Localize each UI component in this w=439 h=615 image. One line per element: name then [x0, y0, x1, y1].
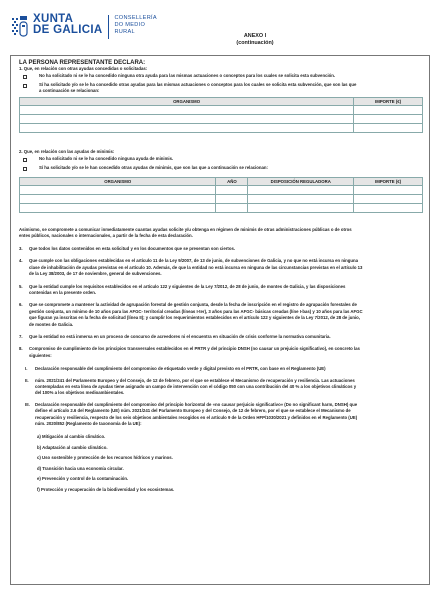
dept-line3: RURAL [114, 28, 135, 35]
galicia-emblem-icon [10, 14, 30, 40]
item-number: 7. [19, 334, 23, 339]
annex-subtitle: (continuación) [236, 40, 274, 46]
objective-item: b) Adaptación al cambio climático. [37, 444, 108, 450]
item-text-line: Que la entidad no está inmersa en un proceso de concurso de acreedores ni el encuentra en situación de crisis conforme la normativa comunitaria. [29, 334, 331, 339]
table-cell[interactable] [354, 115, 423, 124]
table-cell[interactable] [216, 186, 248, 195]
section-title: LA PERSONA REPRESENTANTE DECLARA: [19, 60, 146, 66]
q1-aid-table [19, 97, 423, 133]
sub-item-text-line: contempladas en esta línea de ayudas tiene asignado un campo de intervención con el código 050 con una contribución del 40 % a los objetivos climáticos y [35, 384, 357, 389]
table-cell[interactable] [20, 106, 354, 115]
document-header [10, 14, 430, 44]
table-row [20, 204, 423, 213]
q2-option1-checkbox[interactable] [23, 158, 27, 162]
item-text-line: clase de inhabilitación de ayudas previstas en el artículo 10. Además, de que la entidad no está incursa en ninguna de las circunstancias previstas en el artículo 13 [29, 264, 363, 270]
table-header-organismo: ORGANISMO [20, 178, 216, 186]
item-number: 4. [19, 258, 23, 264]
table-cell[interactable] [20, 124, 354, 133]
q2-label: 2. Que, en relación con las ayudas de minimis: [19, 149, 115, 154]
department-name [114, 15, 156, 35]
xunta-wordmark [33, 14, 102, 36]
logo-divider [108, 15, 109, 39]
q1-option2-text-a: Sí ha solicitado y/o se le ha concedido otras ayudas para las mismas actuaciones o conceptos para los cuales se solicita esta subvención, que son las que [39, 82, 357, 87]
table-header-ano: AÑO [216, 178, 248, 186]
q1-option2-text-b: a continuación se relacionan: [39, 88, 100, 93]
sub-item-text-line: define el artículo 2.6 del Reglamento (UE) núm. 2021/241 del Parlamento Europeo y del Consejo, de 12 de febrero, por el que se establece el Mecanismo de [35, 408, 351, 414]
table-cell[interactable] [248, 204, 354, 213]
q1-label: 1. Que, en relación con otras ayudas concedidas o solicitadas: [19, 66, 148, 71]
table-cell[interactable] [20, 186, 216, 195]
sub-item-text-line: Declaración responsable del cumplimiento del compromiso de etiquetado verde y digital previsto en el PRTR, con base en el Reglamento (UE) [35, 366, 326, 372]
q1-option1-text: No ha solicitado ni se le ha concedido ninguna otra ayuda para las mismas actuaciones o conceptos para los cuales se solicita esta subvención. [39, 73, 336, 78]
objective-item: d) Transición hacia una economía circular. [37, 465, 124, 471]
commitment-line1: Asimismo, se compromete a comunicar inmediatamente cuantas ayudas solicite y/u obtenga en régimen de minimis de otras administraciones públicas o de otros [19, 227, 352, 232]
item-text-line: contenidas en la presente orden. [29, 290, 97, 295]
table-header-row [20, 98, 423, 106]
objective-item: f) Protección y recuperación de la biodiversidad y los ecosistemas. [37, 486, 175, 492]
item-number: 8. [19, 346, 23, 352]
table-header-importe: IMPORTE (€) [354, 98, 423, 106]
table-cell[interactable] [354, 195, 423, 204]
table-cell[interactable] [354, 106, 423, 115]
sub-item-text-line: núm. 2021/241 del Parlamento Europeo y del Consejo, de 12 de febrero, por el que se establece el Mecanismo de recuperación y resiliencia. Las actuaciones [35, 377, 355, 383]
dept-line2: DO MEDIO [114, 21, 146, 28]
table-cell[interactable] [216, 204, 248, 213]
item-text-line: de la Ley 38/2003, de 17 de noviembre, general de subvenciones. [29, 271, 162, 277]
table-header-row [20, 178, 423, 186]
item-text-line: que figuran ya inscritas en la fecha de solicitud (línea II); y cumplir los requerimientos establecidos en el artículo 122 y siguientes de la Ley 7/2012, de 28 de junio, [29, 315, 360, 321]
table-cell[interactable] [354, 124, 423, 133]
item-text-line: Que todos los datos contenidos en esta solicitud y en los documentos que se presentan son ciertos. [29, 246, 236, 251]
q2-option1-text: No ha solicitado ni se le ha concedido ninguna ayuda de minimis. [39, 156, 174, 161]
objective-item: a) Mitigación al cambio climático. [37, 434, 106, 440]
item-text-line: siguientes: [29, 352, 52, 358]
item-text-line: Que la entidad cumple los requisitos establecidos en el artículo 122 y siguientes de la Ley 7/2012, de 28 de junio, de montes de Galicia, y las disposiciones [29, 283, 346, 289]
item-text-line: de montes de Galicia. [29, 321, 74, 327]
annex-title: ANEXO I [243, 33, 267, 39]
sub-item-number: II. [25, 377, 29, 383]
table-cell[interactable] [20, 204, 216, 213]
q1-option2-checkbox[interactable] [23, 84, 27, 88]
item-text-line: Que cumple con las obligaciones establecidas en el artículo 11 de la Ley 9/2007, de 13 de junio, de subvenciones de Galicia, y no que no está incursa en ninguna [29, 258, 359, 264]
table-cell[interactable] [354, 204, 423, 213]
logo-line2: DE GALICIA [33, 24, 103, 36]
table-cell[interactable] [354, 186, 423, 195]
q2-minimis-table [19, 177, 423, 213]
item-text-line: Compromiso de cumplimiento de los principios transversales establecidos en el PRTR y del principio DNSH (no causar un prejuicio significativo), en concreto las [29, 346, 360, 352]
sub-item-text-line: del 100% a los objetivos medioambientales. [35, 390, 125, 396]
sub-item-number: III. [25, 401, 30, 407]
table-row [20, 186, 423, 195]
xunta-logo [10, 14, 157, 40]
declaration-box [10, 55, 430, 585]
table-cell[interactable] [248, 186, 354, 195]
table-cell[interactable] [248, 195, 354, 204]
table-row [20, 106, 423, 115]
table-header-organismo: ORGANISMO [20, 98, 354, 106]
objective-item: c) Uso sostenible y protección de los recursos hídricos y marinos. [37, 455, 173, 461]
item-text-line: gestión conjunta, un mínimo de 10 años para las AFGC- territorial creadas (líneas I-ter), 3 años para las AFGC- básicas creadas (líne I-bas) y 10 años para las AFGC [29, 308, 363, 314]
table-row [20, 124, 423, 133]
table-cell[interactable] [216, 195, 248, 204]
objective-item: e) Prevención y control de la contaminación. [37, 476, 129, 482]
item-number: 6. [19, 302, 23, 308]
sub-item-text-line: recuperación y resiliencia, respecto de los seis objetivos ambientales recogidos en el artículo 9 de la Orden HFP/1030/2021 y definidos en el Reglamento (UE) [35, 414, 358, 420]
table-cell[interactable] [20, 115, 354, 124]
item-text-line: Que se compromete a mantener la actividad de agrupación forestal de gestión conjunta, desde la fecha de inscripción en el registro de agrupación forestales de [29, 302, 357, 308]
sub-item-text-line: núm. 2020/852 (Reglamento de taxonomía de la UE): [35, 421, 142, 426]
table-header-importe: IMPORTE (€) [354, 178, 423, 186]
q1-option1-checkbox[interactable] [23, 75, 27, 79]
item-number: 5. [19, 283, 23, 289]
table-cell[interactable] [20, 195, 216, 204]
logo-line1: XUNTA [33, 13, 74, 25]
annex-heading [210, 33, 300, 47]
commitment-line2: entes públicos, nacionales o internacionales, a partir de la fecha de esta declaración. [19, 233, 193, 238]
sub-item-text-line: Declaración responsable del cumplimiento del compromiso del principio horizontal de «no causar perjuicio significativo» (Do no significant harm, DNSH) que [35, 401, 358, 407]
q2-option2-checkbox[interactable] [23, 167, 27, 171]
table-row [20, 115, 423, 124]
table-row [20, 195, 423, 204]
q2-option2-text: Sí ha solicitado y/o se le han concedido otras ayudas de minimis, que son las que a continuación se relacionan: [39, 165, 268, 170]
dept-line1: CONSELLERÍA [114, 15, 157, 21]
table-header-disposicion: DISPOSICIÓN REGULADORA [248, 178, 354, 186]
item-number: 3. [19, 246, 23, 251]
sub-item-number: I. [25, 366, 28, 372]
